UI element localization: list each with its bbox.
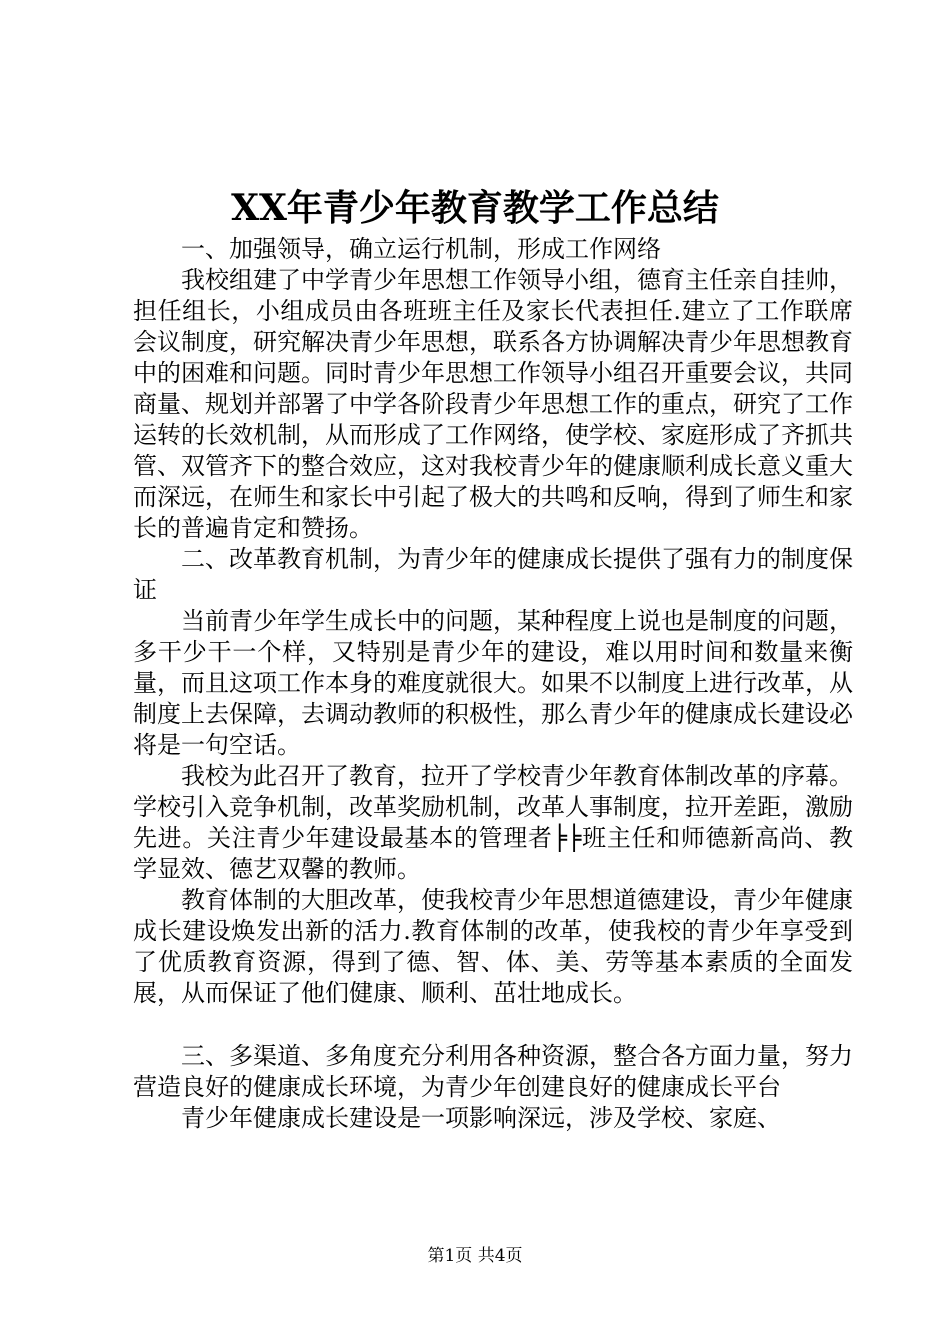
body-paragraph: 我校组建了中学青少年思想工作领导小组，德育主任亲自挂帅，担任组长，小组成员由各班班主任及家长代表担任.建立了工作联席会议制度，研究解决青少年思想，联系各方协调解决青少年思想教育中的困难和问题。同时青少年思想工作领导小组召开重要会议，共同商量、规划并部署了中学各阶段青少年思想工作的重点，研究了工作运转的长效机制，从而形成了工作网络，使学校、家庭形成了齐抓共管、双管齐下的整合效应，这对我校青少年的健康顺利成长意义重大而深远，在师生和家长中引起了极大的共鸣和反响，得到了师生和家长的普遍肯定和赞扬。 — [133, 266, 853, 542]
section-heading-2: 二、改革教育机制，为青少年的健康成长提供了强有力的制度保证 — [133, 545, 853, 604]
document-title: XX年青少年教育教学工作总结 — [231, 187, 719, 229]
body-paragraph: 我校为此召开了教育，拉开了学校青少年教育体制改革的序幕。学校引入竞争机制，改革奖励机制，改革人事制度，拉开差距，激励先进。关注青少年建设最基本的管理者╞╞班主任和师德新高尚、教学显效、德艺双馨的教师。 — [133, 762, 853, 883]
section-heading-3: 三、多渠道、多角度充分利用各种资源，整合各方面力量，努力营造良好的健康成长环境，为青少年创建良好的健康成长平台 — [133, 1042, 853, 1101]
section-heading-1: 一、加强领导，确立运行机制，形成工作网络 — [181, 235, 661, 263]
page-number-footer: 第1页 共4页 — [427, 1246, 523, 1266]
body-paragraph: 当前青少年学生成长中的问题，某种程度上说也是制度的问题，多干少干一个样，又特别是青少年的建设，难以用时间和数量来衡量，而且这项工作本身的难度就很大。如果不以制度上进行改革，从制度上去保障，去调动教师的积极性，那么青少年的健康成长建设必将是一句空话。 — [133, 607, 853, 759]
body-paragraph: 青少年健康成长建设是一项影响深远，涉及学校、家庭、 — [181, 1104, 781, 1132]
document-body — [133, 234, 853, 1134]
body-paragraph: 教育体制的大胆改革，使我校青少年思想道德建设，青少年健康成长建设焕发出新的活力.教育体制的改革，使我校的青少年享受到了优质教育资源，得到了德、智、体、美、劳等基本素质的全面发展，从而保证了他们健康、顺利、茁壮地成长。 — [133, 886, 853, 1007]
paragraph-spacer — [133, 1009, 853, 1041]
